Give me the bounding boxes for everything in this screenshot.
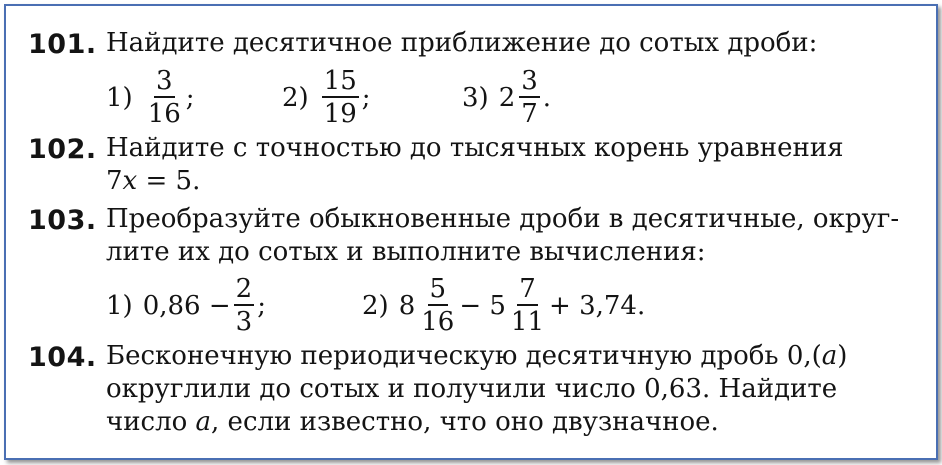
problem-101-item-2: 2) $\frac{15}{19}$ ; bbox=[282, 66, 371, 129]
problem-102-equation: 7x = 5. bbox=[106, 166, 201, 196]
problem-103-text-line-1: Преобразуйте обыкновенные дроби в десятичные, округ- bbox=[106, 204, 900, 234]
problem-103-text-line-2: лите их до сотых и выполните вычисления: bbox=[106, 237, 706, 267]
fraction: $\frac{15}{19}$ bbox=[323, 66, 357, 129]
problem-104-text-line-3: число a, если известно, что оно двузначное. bbox=[106, 407, 719, 437]
textbook-frame bbox=[4, 4, 938, 460]
problem-101-item-3: 3) 2 $\frac{3}{7}$ . bbox=[462, 66, 552, 129]
problem-101-number: 101. bbox=[28, 29, 97, 60]
problem-103-number: 103. bbox=[28, 205, 97, 236]
fraction: $\frac{2}{3}$ bbox=[235, 274, 253, 337]
problem-101-item-1: 1) $\frac{3}{16}$ ; bbox=[106, 66, 195, 129]
problem-103-item-1: 1) 0,86 − $\frac{2}{3}$ ; bbox=[106, 274, 266, 337]
fraction: $\frac{3}{7}$ bbox=[521, 66, 538, 129]
fraction: $\frac{7}{11}$ bbox=[510, 274, 545, 337]
problem-101-text: Найдите десятичное приближение до сотых дроби: bbox=[106, 28, 818, 58]
problem-102-number: 102. bbox=[28, 134, 97, 165]
problem-102-text: Найдите с точностью до тысячных корень уравнения bbox=[106, 133, 844, 163]
problem-104-text-line-1: Бесконечную периодическую десятичную дробь 0,(a) bbox=[106, 341, 848, 371]
problem-104-number: 104. bbox=[28, 342, 97, 373]
fraction: $\frac{3}{16}$ bbox=[147, 66, 181, 129]
item-label: 2) bbox=[282, 82, 309, 113]
item-label: 3) bbox=[462, 82, 489, 113]
problem-103-item-2: 2) 8 $\frac{5}{16}$ − 5 $\frac{7}{11}$ + 3,74. bbox=[362, 274, 646, 337]
fraction: $\frac{5}{16}$ bbox=[421, 274, 455, 337]
item-label: 1) bbox=[106, 82, 133, 113]
problem-104-text-line-2: округлили до сотых и получили число 0,63. Найдите bbox=[106, 374, 838, 404]
